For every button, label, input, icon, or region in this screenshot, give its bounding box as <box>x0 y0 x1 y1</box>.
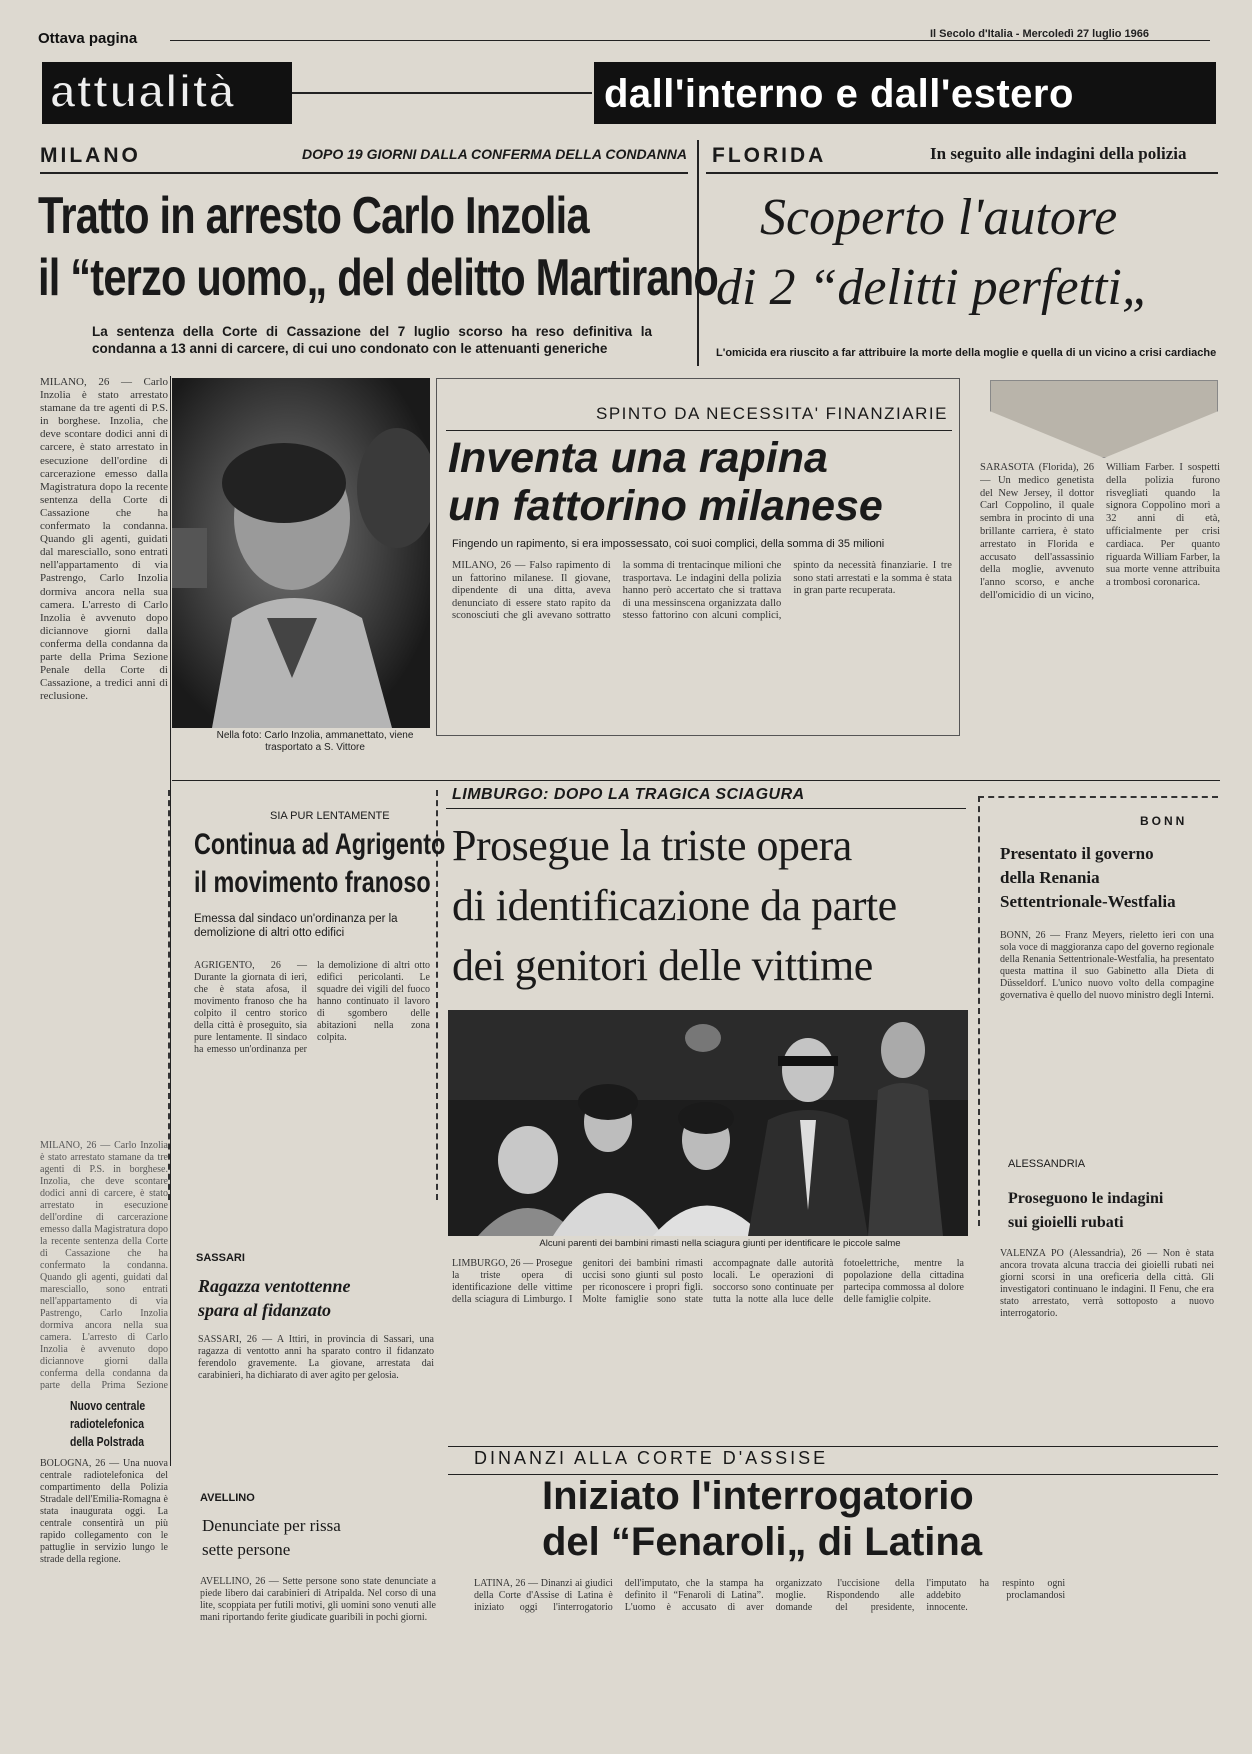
sassari-kicker: SASSARI <box>196 1252 245 1264</box>
bonn-body: BONN, 26 — Franz Meyers, rieletto ieri con una sola voce di maggioranza capo del governo regionale della Renania Settentrionale-Westfalia, ha presentato questa mattina il suo Gabinetto alla Dieta di Düsseldorf. L'unico nuovo volto della compagine governativa è quello del nuovo ministro degli Interni. <box>1000 930 1214 1001</box>
alessandria-headline-2: sui gioielli rubati <box>1008 1214 1124 1231</box>
section-banner-rule <box>292 92 592 94</box>
polstrada-headline-3: della Polstrada <box>70 1434 144 1449</box>
florida-deck: L'omicida era riuscito a far attribuire la morte della moglie e quella di un vicino a crisi cardiache <box>716 347 1217 359</box>
florida-body: SARASOTA (Florida), 26 — Un medico genetista del New Jersey, il dottor Carl Coppolino, il quale sembra in procinto di una brillante carriera, è stato arrestato in Florida e accusato dell'assassinio della moglie, avvenuto l'anno scorso, e anche dell'omicidio di un vicino, William Farber. I sospetti della polizia furono risvegliati quando la signora Coppolino morì a 32 anni di età, ufficialmente per crisi cardiaca. Per quanto riguarda William Farber, la sua morte venne attribuita a trombosi coronarica. <box>980 462 1220 601</box>
avellino-headline-2: sette persone <box>202 1540 291 1559</box>
florida-overline: In seguito alle indagini della polizia <box>930 144 1187 163</box>
polstrada-headline-1: Nuovo centrale <box>70 1398 146 1413</box>
avellino-kicker: AVELLINO <box>200 1492 255 1504</box>
masthead-rule <box>170 40 1210 41</box>
sassari-headline-1: Ragazza ventottenne <box>198 1276 351 1296</box>
bonn-box-top <box>978 796 1218 798</box>
agrigento-deck: Emessa dal sindaco un'ordinanza per la demolizione di altri otto edifici <box>194 913 398 939</box>
alessandria-kicker: ALESSANDRIA <box>1008 1158 1086 1170</box>
page-label: Ottava pagina <box>38 30 138 47</box>
bonn-kicker: BONN <box>1140 814 1188 828</box>
milano-headline-1: Tratto in arresto Carlo Inzolia <box>38 187 589 245</box>
inzolia-caption: Nella foto: Carlo Inzolia, ammanettato, viene trasportato a S. Vittore <box>216 730 414 753</box>
polstrada-body: BOLOGNA, 26 — Una nuova centrale radiotelefonica del compartimento della Polizia Stradale dell'Emilia-Romagna è stata inaugurata oggi. La centrale consentirà un più rapido collegamento con le pattuglie in servizio lungo le strade della regione. <box>40 1458 168 1565</box>
milano-headline-2: il “terzo uomo„ del delitto Martirano <box>38 249 718 307</box>
paper-date: Il Secolo d'Italia - Mercoledì 27 luglio 1966 <box>930 28 1150 40</box>
milano-overline: DOPO 19 GIORNI DALLA CONFERMA DELLA CONDANNA <box>302 146 687 162</box>
milano-kicker: MILANO <box>40 144 141 167</box>
florida-ornament <box>990 380 1218 458</box>
polstrada-headline-2: radiotelefonica <box>70 1416 144 1431</box>
fenaroli-body: LATINA, 26 — Dinanzi ai giudici della Corte d'Assise di Latina è iniziato oggi l'interrogatorio dell'imputato, che la stampa ha definito il “Fenaroli di Latina”. L'uomo è accusato di aver organizzato l'uccisione della moglie. Rispondendo alle domande del presidente, l'imputato ha respinto ogni addebito proclamandosi innocente. <box>474 1578 1066 1613</box>
limburgo-headline-3: dei genitori delle vittime <box>452 941 873 990</box>
bonn-headline-2: della Renania <box>1000 868 1100 887</box>
agrigento-headline-2: il movimento franoso <box>194 866 431 899</box>
florida-kicker: FLORIDA <box>712 144 827 167</box>
upper-bottom-rule <box>172 780 1220 781</box>
limburgo-body: LIMBURGO, 26 — Prosegue la triste opera di identificazione delle vittime della sciagura di Limburgo. I genitori dei bambini rimasti uccisi sono giunti sul posto per riconoscere i propri figli. Molte famiglie sono state accompagnate dalle autorità locali. Le operazioni di soccorso sono continuate per tutta la notte alla luce delle fotoelettriche, mentre la popolazione della cittadina partecipa commossa al dolore delle famiglie colpite. <box>452 1258 964 1305</box>
sassari-body: SASSARI, 26 — A Ittiri, in provincia di Sassari, una ragazza di ventotto anni ha sparato contro il fidanzato ferendolo gravemente. La giovane, arrestata dai carabinieri, ha dichiarato di aver agito per gelosia. <box>198 1334 434 1381</box>
fenaroli-kicker: DINANZI ALLA CORTE D'ASSISE <box>474 1448 829 1468</box>
milano-body: MILANO, 26 — Carlo Inzolia è stato arrestato stamane da tre agenti di P.S. in borghese. Inzolia, che deve scontare dodici anni di carcere, è stato arrestato in esecuzione dell'ordine di carcerazione emesso dalla Magistratura dopo la recente sentenza della Corte di Cassazione che ha confermato la condanna. Quando gli agenti, guidati dal maresciallo, sono entrati nell'appartamento di via Pastrengo, Carlo Inzolia dormiva ancora nella sua camera. L'arresto di Carlo Inzolia è avvenuto dopo diciannove giorni dalla conferma della condanna da parte della Prima Sezione Penale della Corte di Cassazione, a tredici anni di reclusione. <box>40 376 168 703</box>
section-title-right: dall'interno e dall'estero <box>604 72 1074 116</box>
milano-body-continued <box>40 1140 168 1390</box>
fattorino-kicker: SPINTO DA NECESSITA' FINANZIARIE <box>596 404 948 423</box>
fattorino-kicker-rule <box>446 430 952 431</box>
fattorino-headline-2: un fattorino milanese <box>448 482 883 530</box>
limburgo-kicker-rule <box>446 808 966 809</box>
limburgo-headline-1: Prosegue la triste opera <box>452 821 852 870</box>
limburgo-photo <box>448 1010 968 1236</box>
inzolia-photo <box>172 378 430 728</box>
alessandria-body: VALENZA PO (Alessandria), 26 — Non è stata ancora trovata alcuna traccia dei gioielli rubati nei giorni scorsi in una oreficeria della città. Gli investigatori continuano le indagini. Il Fenu, che era stato arrestato, verrà sottoposto a nuovo interrogatorio. <box>1000 1248 1214 1319</box>
milano-top-rule <box>40 172 688 174</box>
milano-body-continued-text: MILANO, 26 — Carlo Inzolia è stato arrestato stamane da tre agenti di P.S. in borghese. Inzolia, che deve scontare dodici anni di carcere, è stato arrestato in esecuzione dell'ordine di carcerazione emesso dalla Magistratura dopo la recente sentenza della Corte di Cassazione che ha confermato la condanna. Quando gli agenti, guidati dal maresciallo, sono entrati nell'appartamento di via Pastrengo, Carlo Inzolia dormiva ancora nella sua camera. L'arresto di Carlo Inzolia è avvenuto dopo diciannove giorni dalla conferma della condanna da parte della Prima Sezione <box>40 1140 168 1390</box>
section-title-left: attualità <box>50 65 236 117</box>
sassari-headline-2: spara al fidanzato <box>198 1300 332 1320</box>
agrigento-overline: SIA PUR LENTAMENTE <box>270 810 390 822</box>
fenaroli-top-rule <box>448 1446 1218 1447</box>
florida-top-rule <box>706 172 1218 174</box>
bonn-headline-1: Presentato il governo <box>1000 844 1154 863</box>
fattorino-body: MILANO, 26 — Falso rapimento di un fattorino milanese. Il giovane, dipendente di una ditta, aveva denunciato di essere stato rapito da sconosciuti che gli avevano sottratto la somma di trentacinque milioni che trasportava. Le indagini della polizia hanno però accertato che si trattava di una messinscena organizzata dallo stesso fattorino con alcuni complici, spinto da necessità finanziarie. I tre sono stati arrestati e la somma è stata in gran parte recuperata. <box>452 560 952 622</box>
milano-deck: La sentenza della Corte di Cassazione del 7 luglio scorso ha reso definitiva la condanna a 13 anni di carcere, di cui uno condonato con le attenuanti generiche <box>92 324 652 356</box>
avellino-body: AVELLINO, 26 — Sette persone sono state denunciate a piede libero dai carabinieri di Atripalda. Nel corso di una lite, scoppiata per futili motivi, gli uomini sono venuti alle mani riportando ferite giudicate guaribili in pochi giorni. <box>200 1576 436 1623</box>
fenaroli-headline-2: del “Fenaroli„ di Latina <box>542 1520 983 1564</box>
avellino-headline-1: Denunciate per rissa <box>202 1516 341 1535</box>
agrigento-body: AGRIGENTO, 26 — Durante la giornata di ieri, che è stata afosa, il movimento franoso che ha colpito il centro storico della città è proseguito, sia pure lentamente. Il sindaco ha emesso un'ordinanza per la demolizione di altri otto edifici pericolanti. Le squadre dei vigili del fuoco hanno continuato il lavoro di sgombero delle abitazioni nella zona colpita. <box>194 960 430 1055</box>
milano-column-divider <box>170 376 171 1466</box>
limburgo-headline-2: di identificazione da parte <box>452 881 897 930</box>
fenaroli-headline-1: Iniziato l'interrogatorio <box>542 1474 974 1518</box>
florida-headline-1: Scoperto l'autore <box>760 189 1118 246</box>
agrigento-headline-1: Continua ad Agrigento <box>194 828 446 861</box>
alessandria-headline-1: Proseguono le indagini <box>1008 1190 1164 1207</box>
inzolia-photo-illustration <box>172 378 430 728</box>
fattorino-deck: Fingendo un rapimento, si era impossessato, coi suoi complici, della somma di 35 milioni <box>452 538 885 550</box>
fattorino-headline-1: Inventa una rapina <box>448 434 828 482</box>
bonn-headline-3: Settentrionale-Westfalia <box>1000 892 1176 911</box>
bonn-box-left <box>978 796 980 1226</box>
florida-headline-2: di 2 “delitti perfetti„ <box>716 259 1151 316</box>
limburgo-kicker: LIMBURGO: DOPO LA TRAGICA SCIAGURA <box>452 786 805 803</box>
limburgo-caption: Alcuni parenti dei bambini rimasti nella sciagura giunti per identificare le piccole salme <box>539 1238 901 1249</box>
limburgo-photo-illustration <box>448 1010 968 1236</box>
agrigento-box-left <box>168 790 170 1200</box>
